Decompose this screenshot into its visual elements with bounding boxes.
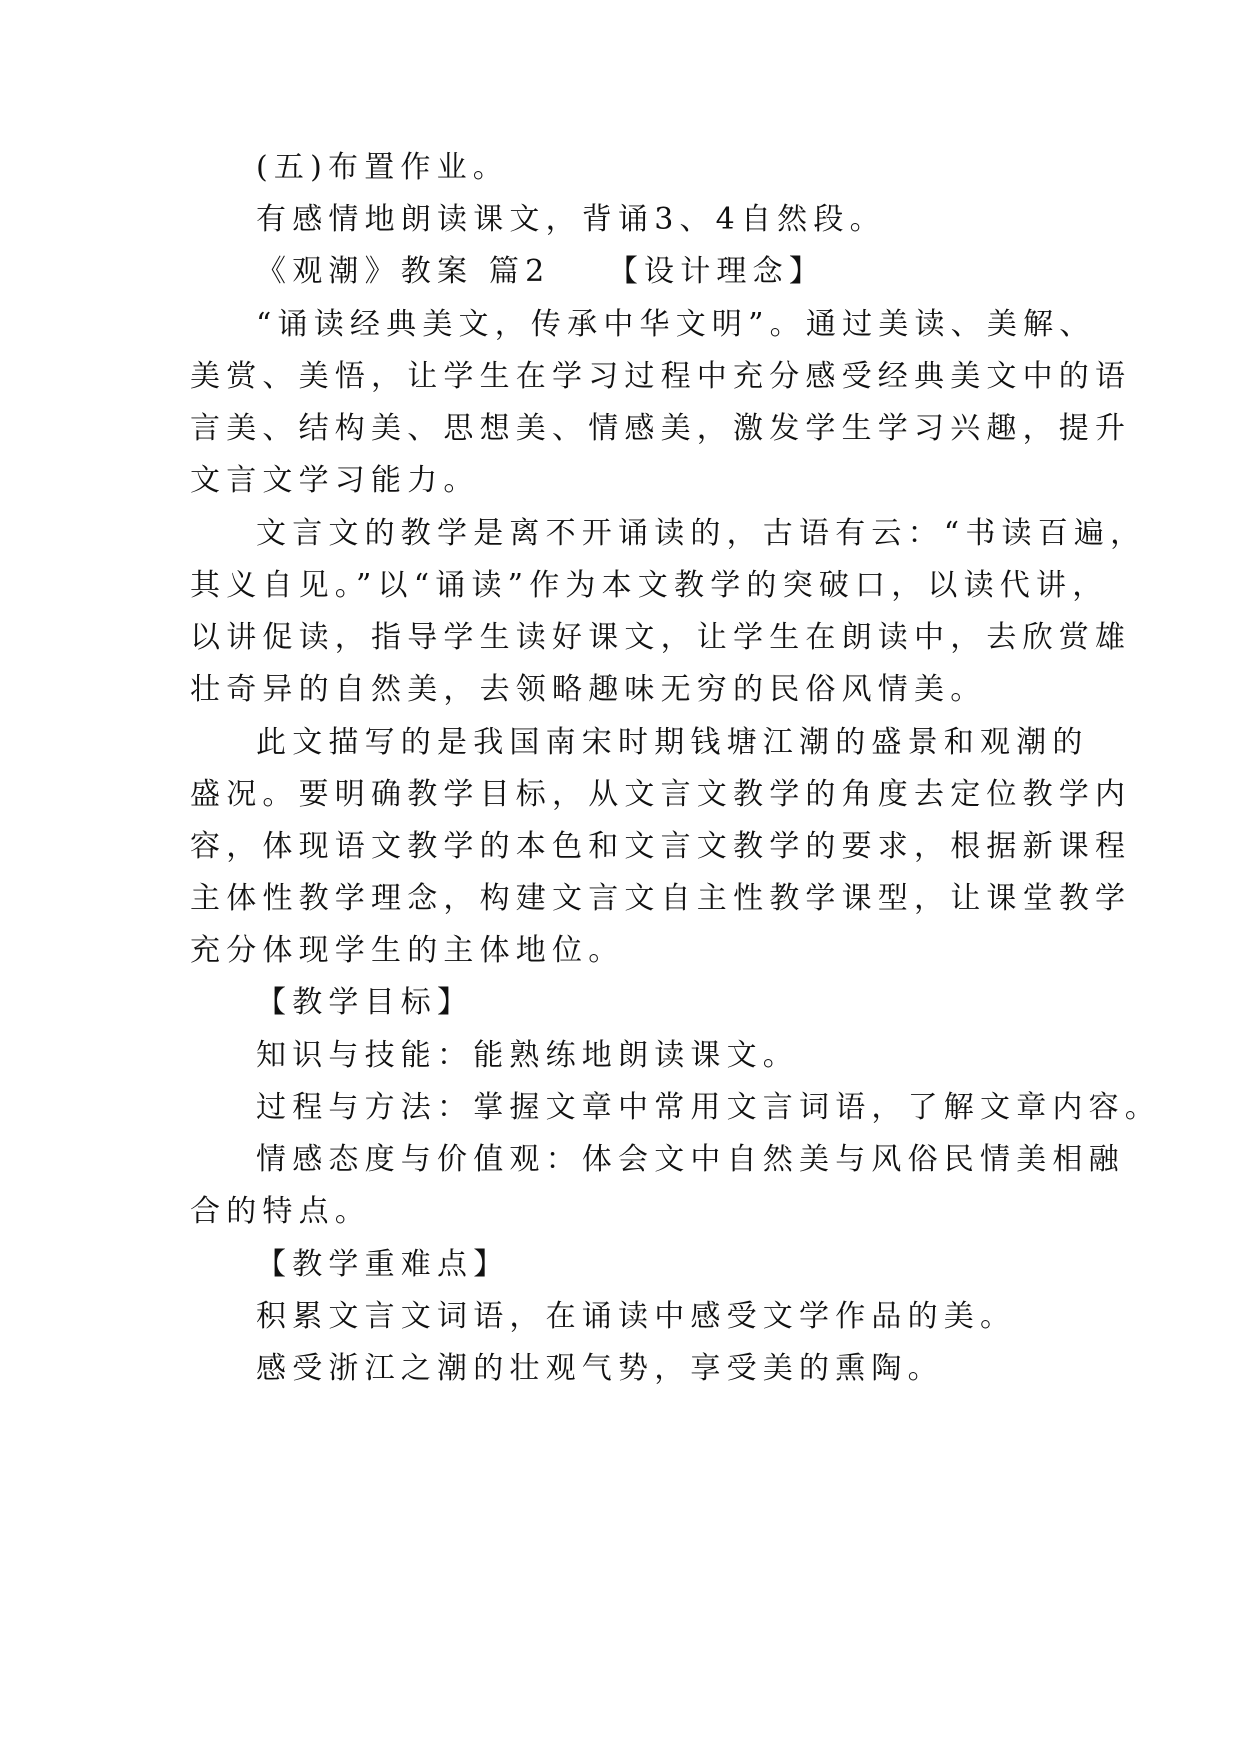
goal-process: 过程与方法：掌握文章中常用文言词语，了解文章内容。 xyxy=(256,1090,1161,1125)
key-point-two: 感受浙江之潮的壮观气势，享受美的熏陶。 xyxy=(256,1351,944,1386)
section-title: 《观潮》教案 篇2 【设计理念】 xyxy=(256,254,826,289)
paragraph-line: 美赏、美悟，让学生在学习过程中充分感受经典美文中的语 xyxy=(190,359,1132,394)
paragraph-line: “诵读经典美文，传承中华文明”。通过美读、美解、 xyxy=(256,307,1096,342)
paragraph-line: 充分体现学生的主体地位。 xyxy=(190,933,625,968)
key-points-heading: 【教学重难点】 xyxy=(256,1247,510,1282)
paragraph-line: 主体性教学理念，构建文言文自主性教学课型，让课堂教学 xyxy=(190,881,1132,916)
paragraph-line: 容，体现语文教学的本色和文言文教学的要求，根据新课程 xyxy=(190,829,1132,864)
goal-emotion: 情感态度与价值观：体会文中自然美与风俗民情美相融 xyxy=(256,1142,1125,1177)
teaching-goals-heading: 【教学目标】 xyxy=(256,985,474,1020)
paragraph-line: 其义自见。”以“诵读”作为本文教学的突破口，以读代讲， xyxy=(190,568,1109,603)
key-point-one: 积累文言文词语，在诵读中感受文学作品的美。 xyxy=(256,1299,1017,1334)
paragraph-line: 以讲促读，指导学生读好课文，让学生在朗读中，去欣赏雄 xyxy=(190,620,1132,655)
goal-knowledge: 知识与技能：能熟练地朗读课文。 xyxy=(256,1038,799,1073)
paragraph-line: 盛况。要明确教学目标，从文言文教学的角度去定位教学内 xyxy=(190,777,1132,812)
goal-emotion-continued: 合的特点。 xyxy=(190,1194,371,1229)
assignment-text: 有感情地朗读课文，背诵3、4自然段。 xyxy=(256,202,886,237)
paragraph-line: 文言文的教学是离不开诵读的，古语有云：“书读百遍， xyxy=(256,516,1147,551)
paragraph-line: 此文描写的是我国南宋时期钱塘江潮的盛景和观潮的 xyxy=(256,725,1089,760)
assignment-heading: (五)布置作业。 xyxy=(256,150,510,185)
paragraph-line: 文言文学习能力。 xyxy=(190,463,480,498)
paragraph-line: 壮奇异的自然美，去领略趣味无穷的民俗风情美。 xyxy=(190,672,987,707)
paragraph-line: 言美、结构美、思想美、情感美，激发学生学习兴趣，提升 xyxy=(190,411,1132,446)
